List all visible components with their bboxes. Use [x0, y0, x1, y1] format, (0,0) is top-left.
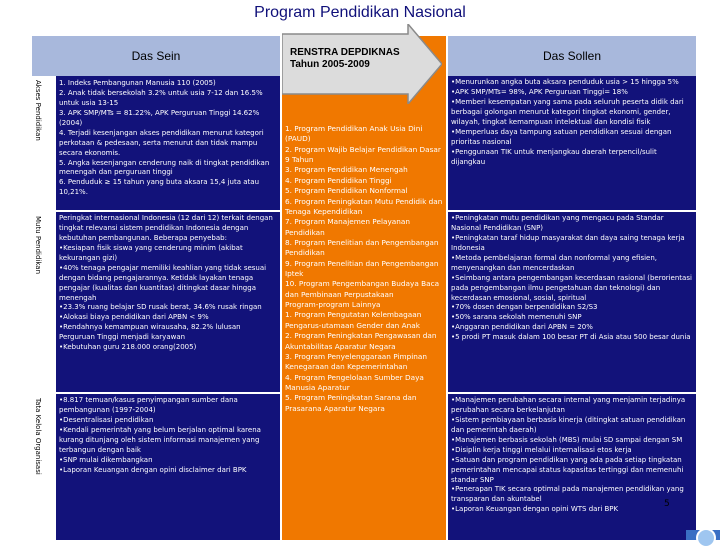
- sollen-mutu-cell: [448, 212, 696, 392]
- page-title: Program Pendidikan Nasional: [254, 4, 466, 21]
- sein-mutu-line: •Kesiapan fisik siswa yang cenderung minim (akibat kekurangan gizi): [59, 243, 243, 262]
- sein-mutu-line: •Alokasi biaya pendidikan dari APBN < 9%: [59, 313, 209, 322]
- sollen-tata-kelola-line: •Disiplin kerja tinggi melalui internalisasi etos kerja: [451, 445, 632, 454]
- program-item: 3. Program Pendidikan Menengah: [285, 165, 408, 175]
- renstra-label: RENSTRA DEPDIKNAS Tahun 2005-2009: [290, 47, 400, 70]
- sein-mutu-line: •23.3% ruang belajar SD rusak berat, 34.6% rusak ringan: [59, 303, 262, 312]
- program-item: 4. Program Pendidikan Tinggi: [285, 175, 392, 185]
- sein-akses-line: 6. Penduduk ≥ 15 tahun yang buta aksara 15,4 juta atau 10,21%.: [59, 178, 260, 197]
- sollen-mutu-line: •Metoda pembelajaran formal dan nonformal yang efisien, menyenangkan dan mencerdaskan: [451, 253, 658, 272]
- sollen-akses-line: •Menurunkan angka buta aksara penduduk usia > 15 hingga 5%: [451, 78, 679, 86]
- header-das-sein-label: Das Sein: [131, 49, 181, 63]
- sein-tata-kelola-line: •Laporan Keuangan dengan opini disclaimer dari BPK: [59, 465, 247, 474]
- sein-akses-line: 1. Indeks Pembangunan Manusia 110 (2005): [59, 79, 216, 87]
- program-item: 9. Program Penelitian dan Pengembangan Iptek: [285, 258, 439, 279]
- sein-mutu-line: •40% tenaga pengajar memiliki keahlian yang tidak sesuai dengan bidang pengajarannya. Ketidak layakan tenaga pengajar (kualitas dan kuantitas) ditingkat dasar hingga menengah: [59, 263, 267, 302]
- program-item: 2. Program Wajib Belajar Pendidikan Dasar 9 Tahun: [285, 144, 441, 165]
- row-label-akses-text: Akses Pendidikan: [34, 80, 42, 141]
- sollen-mutu-line: •5 prodi PT masuk dalam 100 besar PT di Asia atau 500 besar dunia: [451, 333, 691, 342]
- sollen-tata-kelola-line: •Sistem pembiayaan berbasis kinerja (ditingkat satuan pendidikan dan pemerintah daerah): [451, 415, 686, 434]
- program-item: 1. Program Pengutatan Kelembagaan Pengarus-utamaan Gender dan Anak: [285, 310, 422, 330]
- sein-tata-kelola-line: •Desentralisasi pendidikan: [59, 415, 154, 424]
- sein-mutu-line: •Rendahnya kemampuan wirausaha, 82.2% lulusan Perguruan Tinggi menjadi karyawan: [59, 323, 241, 342]
- row-label-akses: [32, 76, 52, 210]
- program-item: 8. Program Penelitian dan Pengembangan Pendidikan: [285, 237, 439, 258]
- program-item: 6. Program Peningkatan Mutu Pendidik dan Tenaga Kependidikan: [285, 196, 443, 216]
- sein-tata-kelola-line: •8.817 temuan/kasus penyimpangan sumber dana pembangunan (1997-2004): [59, 396, 238, 414]
- programs-cell: [282, 36, 446, 540]
- sollen-tata-kelola-line: •Laporan Keuangan dengan opini WTS dari BPK: [451, 505, 619, 514]
- program-item: 3. Program Penyelenggaraan Pimpinan Kenegaraan dan Kepemerintahan: [285, 351, 427, 372]
- sollen-mutu-line: •50% sarana sekolah memenuhi SNP: [451, 313, 582, 322]
- row-label-tata-kelola-text: Tata Kelola Organisasi: [34, 398, 42, 475]
- sein-akses-line: 3. APK SMP/MTs = 81.22%, APK Perguruan Tinggi 14.62% (2004): [59, 108, 260, 127]
- program-item: 2. Program Peningkatan Pengawasan dan Akuntabilitas Aparatur Negara: [285, 331, 437, 351]
- sollen-tata-kelola-line: •Manajemen berbasis sekolah (MBS) mulai SD sampai dengan SM: [451, 435, 683, 444]
- sollen-mutu-line: •Anggaran pendidikan dari APBN = 20%: [451, 323, 593, 332]
- sollen-akses-line: •Memberi kesempatan yang sama pada seluruh peserta didik dari berbagai golongan menurut kategori tingkat ekonomi, gender, wilayah, tingkat kemampuan intelektual dan kondisi fisik: [451, 97, 684, 126]
- header-das-sein: [32, 36, 280, 76]
- sollen-mutu-line: •70% dosen dengan berpendidikan S2/S3: [451, 303, 598, 312]
- sollen-tata-kelola-line: •Satuan dan program pendidikan yang ada pada setiap tingkatan pemerintahan mencapai status kapasitas tertinggi dan memenuhi standar SNP: [451, 455, 684, 484]
- sollen-akses-cell: [448, 76, 696, 210]
- sein-mutu-line: Peringkat internasional Indonesia (12 dari 12) terkait dengan tingkat relevansi sistem pendidikan Indonesia dengan kebutuhan pembangunan. Beberapa penyebab:: [59, 214, 273, 242]
- sein-tata-kelola-line: •Kendali pemerintah yang belum berjalan optimal karena kurang ditunjang oleh sistem informasi manajemen yang terbangun dengan baik: [59, 425, 261, 454]
- row-label-mutu: [32, 212, 52, 392]
- sollen-akses-line: •Memperluas daya tampung satuan pendidikan sesuai dengan prioritas nasional: [451, 127, 672, 146]
- program-item: 10. Program Pengembangan Budaya Baca dan Pembinaan Perpustakaan: [285, 279, 440, 299]
- program-item: Program-program Lainnya: [285, 300, 381, 310]
- sollen-tata-kelola-line: •Penerapan TIK secara optimal pada manajemen pendidikan yang transparan dan akuntabel: [451, 485, 684, 504]
- header-das-sollen: [448, 36, 696, 76]
- sollen-mutu-line: •Peningkatan taraf hidup masyarakat dan daya saing tenaga kerja Indonesia: [451, 233, 685, 252]
- sein-akses-line: 5. Angka kesenjangan cenderung naik di tingkat pendidikan menengah dan perguruan tinggi: [59, 158, 270, 177]
- sein-mutu-line: •Kebutuhan guru 218.000 orang(2005): [59, 343, 197, 352]
- sein-tata-kelola-cell: [56, 394, 280, 540]
- sein-mutu-cell: [56, 212, 280, 392]
- sollen-tata-kelola-cell: [448, 394, 696, 540]
- page-number: 5: [664, 499, 670, 509]
- sein-tata-kelola-line: •SNP mulai dikembangkan: [59, 455, 153, 464]
- sollen-akses-line: •APK SMP/MTs= 98%, APK Perguruan Tinggi= 18%: [451, 87, 628, 96]
- program-item: 1. Program Pendidikan Anak Usia Dini (PAUD): [285, 124, 423, 144]
- sollen-tata-kelola-line: •Manajemen perubahan secara internal yang menjamin terjadinya perubahan secara berkelanjutan: [451, 396, 686, 414]
- program-item: 7. Program Manajemen Pelayanan Pendidikan: [285, 217, 410, 237]
- row-label-tata-kelola: [32, 394, 52, 540]
- header-das-sollen-label: Das Sollen: [542, 49, 602, 63]
- sollen-mutu-line: •Peningkatan mutu pendidikan yang mengacu pada Standar Nasional Pendidikan (SNP): [451, 214, 664, 232]
- program-item: 5. Program Pendidikan Nonformal: [285, 186, 408, 196]
- sein-akses-line: 2. Anak tidak bersekolah 3.2% untuk usia 7-12 dan 16.5% untuk usia 13-15: [59, 88, 263, 107]
- row-label-mutu-text: Mutu Pendidikan: [34, 216, 42, 275]
- sollen-mutu-line: •Seimbang antara pengembangan kecerdasan rasional (berorientasi pada pengembangan ilmu pengetahuan dan teknologi) dan kecerdasan emosional, sosial, spiritual: [451, 273, 692, 302]
- program-item: 4. Program Pengelolaan Sumber Daya Manusia Aparatur: [285, 372, 424, 392]
- program-item: 5. Program Peningkatan Sarana dan Prasarana Aparatur Negara: [285, 393, 417, 413]
- sein-akses-cell: [56, 76, 280, 210]
- sein-akses-line: 4. Terjadi kesenjangan akses pendidikan menurut kategori perkotaan & pedesaan, serta menurut dan tidak mampu secara ekonomis.: [59, 128, 264, 157]
- sollen-akses-line: •Penggunaan TIK untuk menjangkau daerah terpencil/sulit dijangkau: [451, 147, 657, 166]
- corner-globe-icon: [696, 528, 716, 548]
